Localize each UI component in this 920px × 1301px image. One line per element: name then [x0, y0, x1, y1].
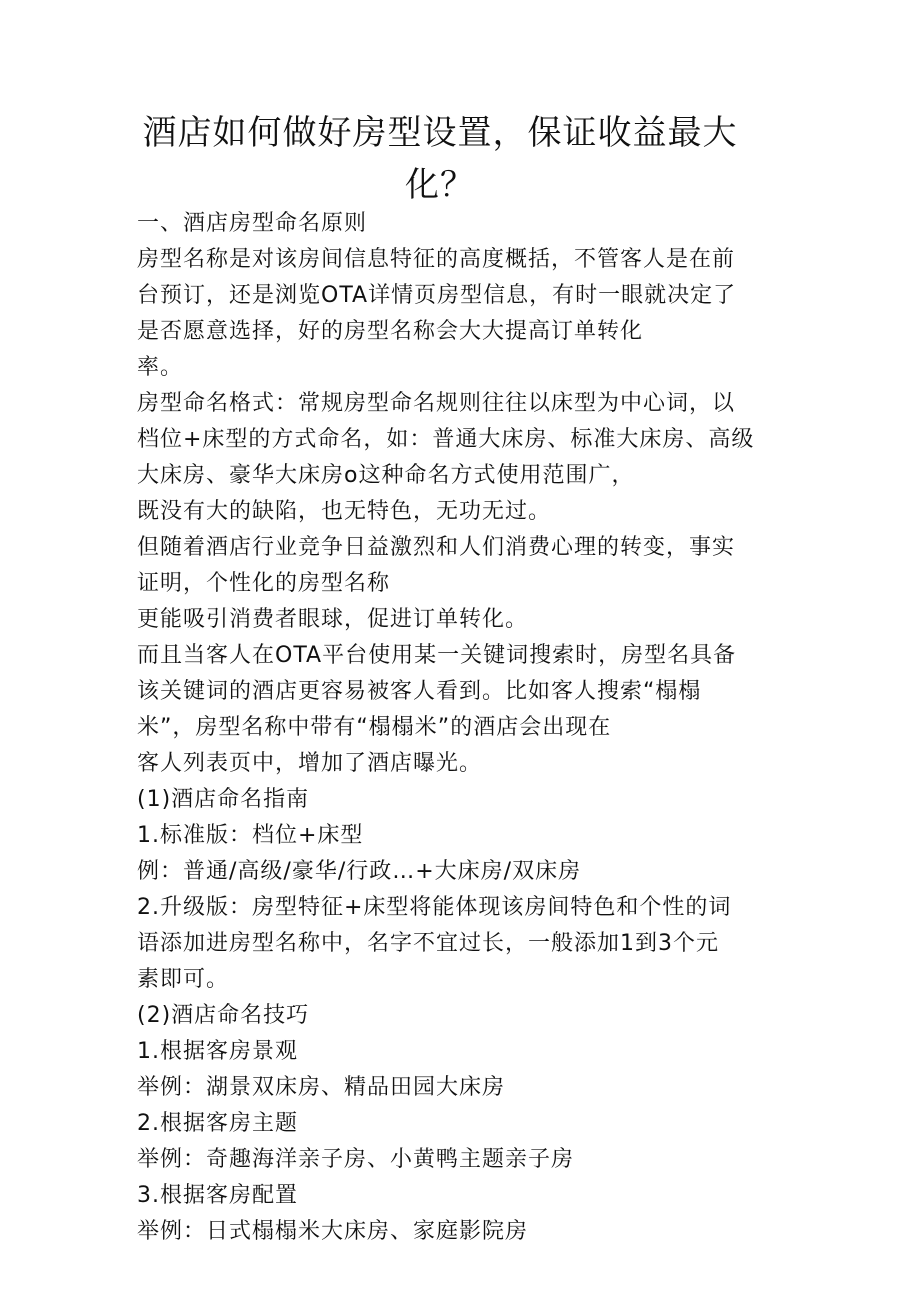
subsection-heading: (1)酒店命名指南	[137, 787, 310, 812]
paragraph-line: 房型命名格式：常规房型命名规则往往以床型为中心词，以	[137, 391, 736, 416]
paragraph-line: 台预订，还是浏览OTA详情页房型信息，有时一眼就决定了	[137, 283, 737, 308]
paragraph-line: 既没有大的缺陷，也无特色，无功无过。	[137, 499, 552, 524]
document-title	[130, 108, 750, 210]
paragraph-line: 房型名称是对该房间信息特征的高度概括，不管客人是在前	[137, 247, 736, 272]
paragraph-line: 米”，房型名称中带有“榻榻米”的酒店会出现在	[137, 715, 612, 740]
list-item: 2.升级版：房型特征+床型将能体现该房间特色和个性的词	[137, 895, 732, 920]
section-heading: 一、酒店房型命名原则	[137, 211, 368, 236]
subsection-heading: (2)酒店命名技巧	[137, 1003, 310, 1028]
paragraph-line: 但随着酒店行业竞争日益激烈和人们消费心理的转变，事实	[137, 535, 736, 560]
paragraph-line: 档位+床型的方式命名，如：普通大床房、标准大床房、高级	[137, 427, 755, 452]
paragraph-line: 证明，个性化的房型名称	[137, 571, 391, 596]
list-item: 2.根据客房主题	[137, 1111, 298, 1136]
paragraph-line: 语添加进房型名称中，名字不宜过长，一般添加1到3个元	[137, 931, 719, 956]
example-line: 举例：奇趣海洋亲子房、小黄鸭主题亲子房	[137, 1147, 575, 1172]
paragraph-line: 素即可。	[137, 967, 230, 992]
title-line-1: 酒店如何做好房型设置，保证收益最大	[142, 113, 738, 153]
paragraph-line: 客人列表页中，增加了酒店曝光。	[137, 751, 483, 776]
paragraph-line: 率。	[137, 355, 184, 380]
title-line-2: 化？	[405, 165, 475, 205]
paragraph-line: 该关键词的酒店更容易被客人看到。比如客人搜索“榻榻	[137, 679, 702, 704]
paragraph-line: 更能吸引消费者眼球，促进订单转化。	[137, 607, 529, 632]
paragraph-line: 是否愿意选择，好的房型名称会大大提高订单转化	[137, 319, 644, 344]
paragraph-line: 大床房、豪华大床房o这种命名方式使用范围广，	[137, 463, 635, 488]
list-item: 1.根据客房景观	[137, 1039, 298, 1064]
example-line: 举例：湖景双床房、精品田园大床房	[137, 1075, 506, 1100]
example-line: 例：普通/高级/豪华/行政…+大床房/双床房	[137, 859, 582, 884]
list-item: 1.标准版：档位+床型	[137, 823, 364, 848]
list-item: 3.根据客房配置	[137, 1183, 298, 1208]
example-line: 举例：日式榻榻米大床房、家庭影院房	[137, 1219, 529, 1244]
paragraph-line: 而且当客人在OTA平台使用某一关键词搜索时，房型名具备	[137, 643, 737, 668]
